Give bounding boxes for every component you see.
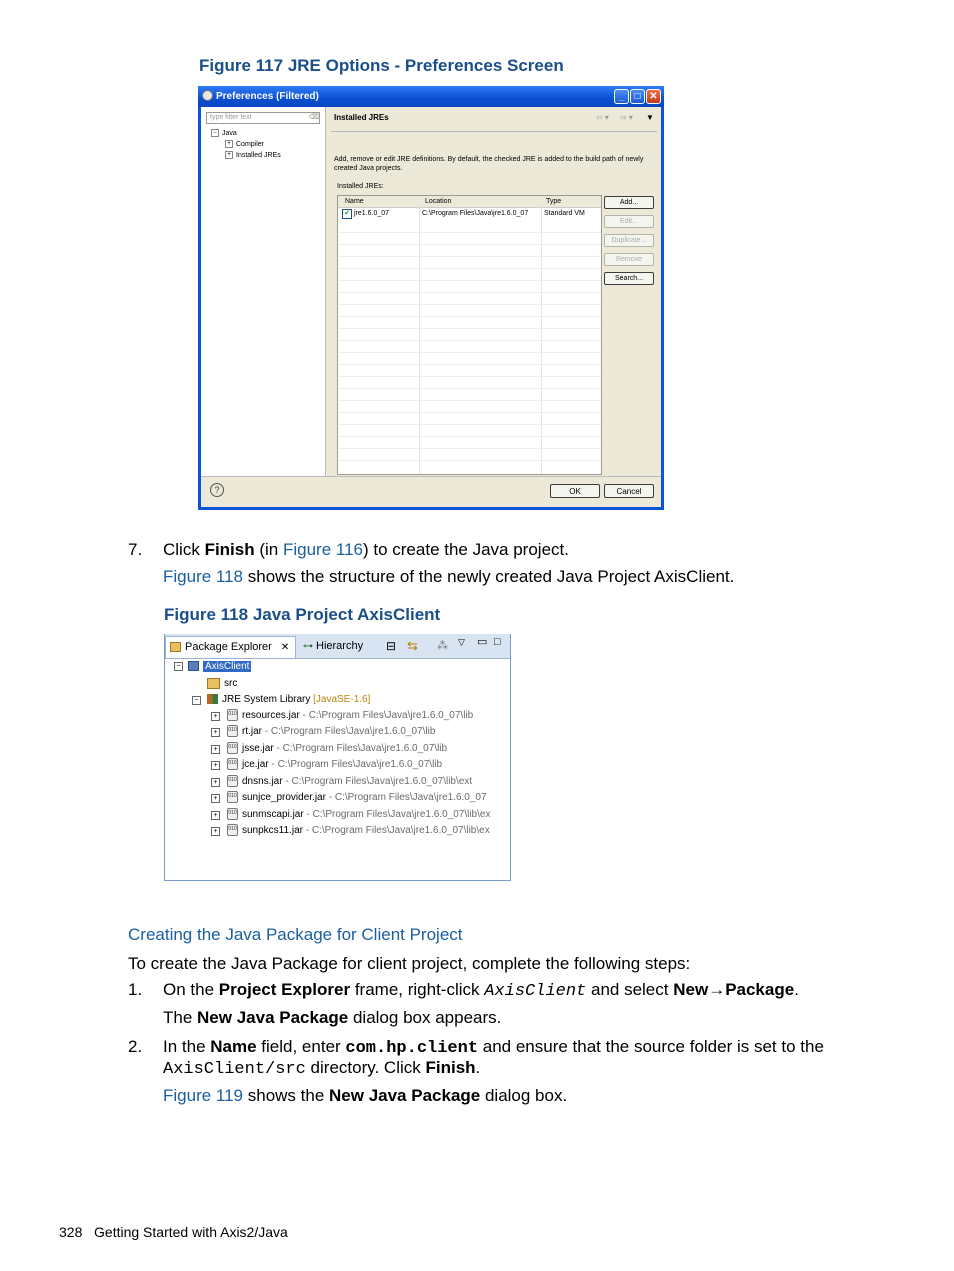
code-text: com.hp.client [345,1039,479,1058]
row-line [338,412,601,413]
jar-item[interactable] [227,808,490,821]
row-line [338,232,601,233]
page-number: 328 [59,1224,83,1240]
jar-name: rt.jar [242,726,262,737]
jar-item[interactable] [227,775,472,788]
step-7-subtext [163,566,734,587]
expand-icon[interactable]: + [211,794,220,803]
row-line [338,304,601,305]
step-7-number: 7. [128,540,143,559]
section-heading: Creating the Java Package for Client Project [128,925,463,944]
bold-text: Name [210,1037,257,1056]
jar-icon: 010 [227,725,238,737]
expand-icon[interactable]: + [225,140,233,148]
footer-title: Getting Started with Axis2/Java [94,1224,288,1240]
jar-name: jce.jar [242,759,269,770]
jar-item[interactable] [227,742,447,755]
add-button[interactable]: Add... [604,196,654,209]
step-1-text [163,979,799,1002]
eclipse-icon [202,90,213,101]
row-line [338,280,601,281]
jar-path: - C:\Program Files\Java\jre1.6.0_07\lib [299,710,474,721]
table-header [338,196,601,208]
jre-table [337,195,602,475]
expand-icon[interactable]: + [211,712,220,721]
row-line [338,424,601,425]
text: Click [163,540,205,559]
installed-jres-label: Installed JREs: [337,183,384,190]
library-label: JRE System Library [222,694,311,705]
tree-item-java[interactable] [211,129,237,137]
tab-label: Package Explorer [185,641,272,653]
text: field, enter [256,1037,346,1056]
tree-item-jre-system-library[interactable] [207,693,370,706]
jar-icon: 010 [227,709,238,721]
library-icon [207,694,218,704]
column-separator [419,196,420,474]
project-name: AxisClient [205,661,250,672]
row-line [338,364,601,365]
code-text: AxisClient [484,982,587,1001]
expand-icon[interactable]: + [211,778,220,787]
edit-button[interactable]: Edit... [604,215,654,228]
library-tag: [JavaSE-1.6] [313,694,371,705]
jar-icon: 010 [227,758,238,770]
tab-label: Hierarchy [316,640,364,652]
tree-item-installed-jres[interactable] [225,151,281,159]
collapse-all-icon[interactable]: ⊟ [386,639,397,653]
jar-icon: 010 [227,824,238,836]
ok-button[interactable]: OK [550,484,600,498]
row-line [338,448,601,449]
jar-path: - C:\Program Files\Java\jre1.6.0_07\lib [273,743,448,754]
text: directory. Click [305,1058,426,1077]
folder-label: src [224,678,238,689]
arrow-icon: → [708,980,726,999]
close-icon[interactable]: ✕ [646,89,661,104]
dialog-titlebar [198,86,664,107]
view-tab-bar [165,634,510,659]
maximize-icon[interactable]: □ [630,89,645,104]
jar-path: - C:\Program Files\Java\jre1.6.0_07\lib\ex [302,825,490,836]
bold-text: Project Explorer [218,980,351,999]
row-line [338,244,601,245]
jar-path: - C:\Program Files\Java\jre1.6.0_07\lib [268,759,443,770]
panel-title: Installed JREs [334,113,389,122]
tree-item-axisclient[interactable] [188,660,251,673]
remove-button[interactable]: Remove [604,253,654,266]
view-menu-icon[interactable]: ▼ [646,113,654,122]
text: dialog box appears. [348,1008,502,1027]
jar-path: - C:\Program Files\Java\jre1.6.0_07\lib [262,726,436,737]
collapse-icon[interactable]: − [192,696,201,705]
bold-text: Finish [425,1058,476,1077]
jar-item[interactable] [227,758,442,771]
figure-119-link[interactable]: Figure 119 [163,1086,244,1105]
jre-name: jre1.6.0_07 [354,210,390,217]
column-header-location[interactable]: Location [425,198,452,205]
preferences-dialog [198,86,664,510]
dialog-title: Preferences (Filtered) [216,91,319,102]
row-line [338,352,601,353]
step-2-subtext [163,1085,567,1106]
tree-item-src[interactable] [207,677,237,690]
tree-label: Installed JREs [236,151,281,159]
text: In the [163,1037,211,1056]
dialog-client [201,107,661,507]
checkbox-checked-icon[interactable]: ✔ [342,209,352,219]
row-line [338,256,601,257]
row-line [338,376,601,377]
jar-name: resources.jar [242,710,300,721]
expand-icon[interactable]: + [225,151,233,159]
jar-name: dnsns.jar [242,776,283,787]
tree-label: Java [222,129,237,137]
divider [201,476,661,477]
step-2-number: 2. [128,1037,143,1056]
jar-path: - C:\Program Files\Java\jre1.6.0_07\lib\ext [282,776,473,787]
row-line [338,460,601,461]
bold-text: New Java Package [197,1008,349,1027]
text: (in [254,540,283,559]
jar-path: - C:\Program Files\Java\jre1.6.0_07 [325,792,487,803]
jar-icon: 010 [227,742,238,754]
bold-text: Package [725,980,795,999]
text: ) to create the Java project. [362,540,569,559]
expand-icon[interactable]: + [211,827,220,836]
package-explorer-view [164,634,511,881]
jar-item[interactable] [227,709,473,722]
search-button[interactable]: Search... [604,272,654,285]
collapse-icon[interactable]: − [211,129,219,137]
collapse-icon[interactable]: − [174,662,183,671]
jar-name: sunpkcs11.jar [242,825,303,836]
preference-tree-pane [201,107,326,476]
tree-label: Compiler [236,140,265,148]
page-footer [59,1224,288,1240]
figure-116-link[interactable]: Figure 116 [282,540,363,559]
clear-filter-icon[interactable]: ⌫ [309,114,319,121]
link-with-editor-icon[interactable]: ⇆ [407,638,418,653]
filter-icon[interactable]: ⁂ [437,640,448,652]
table-row[interactable] [338,208,601,220]
tab-hierarchy[interactable] [303,636,363,657]
jre-type: Standard VM [544,210,585,217]
tree-item-compiler[interactable] [225,140,264,148]
jar-path: - C:\Program Files\Java\jre1.6.0_07\lib\ex [303,809,491,820]
hierarchy-icon: ⊶ [303,641,313,652]
figure-118-caption: Figure 118 Java Project AxisClient [164,605,441,624]
minimize-icon[interactable]: _ [614,89,629,104]
jar-icon: 010 [227,775,238,787]
text: On the [163,980,219,999]
source-folder-icon [207,678,220,689]
column-header-type[interactable]: Type [546,198,562,205]
bold-text: New [673,980,709,999]
text: . [475,1058,481,1077]
jar-name: sunjce_provider.jar [242,792,326,803]
step-1-number: 1. [128,980,143,999]
column-header-name[interactable]: Name [345,198,364,205]
figure-117-caption: Figure 117 JRE Options - Preferences Screen [199,56,564,75]
expand-icon[interactable]: + [211,761,220,770]
row-line [338,340,601,341]
project-icon [188,661,199,671]
jre-location: C:\Program Files\Java\jre1.6.0_07 [422,210,529,217]
text: and select [586,980,674,999]
expand-icon[interactable]: + [211,745,220,754]
close-tab-icon[interactable]: ✕ [280,642,290,653]
step-2-text [163,1036,824,1059]
section-intro: To create the Java Package for client project, complete the following steps: [128,954,691,973]
view-menu-icon[interactable]: ▽ [458,637,465,647]
jar-icon: 010 [227,791,238,803]
filter-input[interactable]: type filter text [206,112,320,124]
row-line [338,268,601,269]
step-7-text [163,539,569,560]
code-text: AxisClient/src [163,1060,306,1079]
jar-item[interactable] [227,824,490,837]
duplicate-button[interactable]: Duplicate... [604,234,654,247]
maximize-icon[interactable]: □ [494,636,501,648]
forward-icon[interactable]: ⇨ ▾ [620,113,633,122]
step-2-text-line2 [163,1057,480,1080]
expand-icon[interactable]: + [211,728,220,737]
row-line [338,328,601,329]
row-line [338,292,601,293]
text: dialog box. [480,1086,568,1105]
text: and ensure that the source folder is set to the [478,1037,824,1056]
row-line [338,316,601,317]
minimize-icon[interactable]: ▭ [477,636,488,648]
column-separator [541,196,542,474]
jar-item[interactable] [227,791,487,804]
divider [331,131,657,132]
row-line [338,436,601,437]
text: The [163,1008,198,1027]
cancel-button[interactable]: Cancel [604,484,654,498]
text: frame, right-click [350,980,485,999]
text: shows the structure of the newly created Java Project AxisClient. [243,567,735,586]
row-line [338,400,601,401]
text: . [794,980,799,999]
tab-package-explorer[interactable] [165,636,296,658]
jar-name: jsse.jar [242,743,274,754]
package-explorer-icon [170,642,181,652]
text: shows the [243,1086,330,1105]
bold-text: Finish [204,540,255,559]
jar-icon: 010 [227,808,238,820]
help-icon[interactable]: ? [210,483,224,497]
figure-118-link[interactable]: Figure 118 [163,567,244,586]
step-1-subtext [163,1007,501,1028]
row-line [338,388,601,389]
expand-icon[interactable]: + [211,811,220,820]
bold-text: New Java Package [329,1086,481,1105]
panel-description: Add, remove or edit JRE definitions. By default, the checked JRE is added to the build path of newly created Java projects. [334,156,644,172]
back-icon[interactable]: ⇦ ▾ [596,113,609,122]
jar-item[interactable] [227,725,435,738]
jar-name: sunmscapi.jar [242,809,304,820]
